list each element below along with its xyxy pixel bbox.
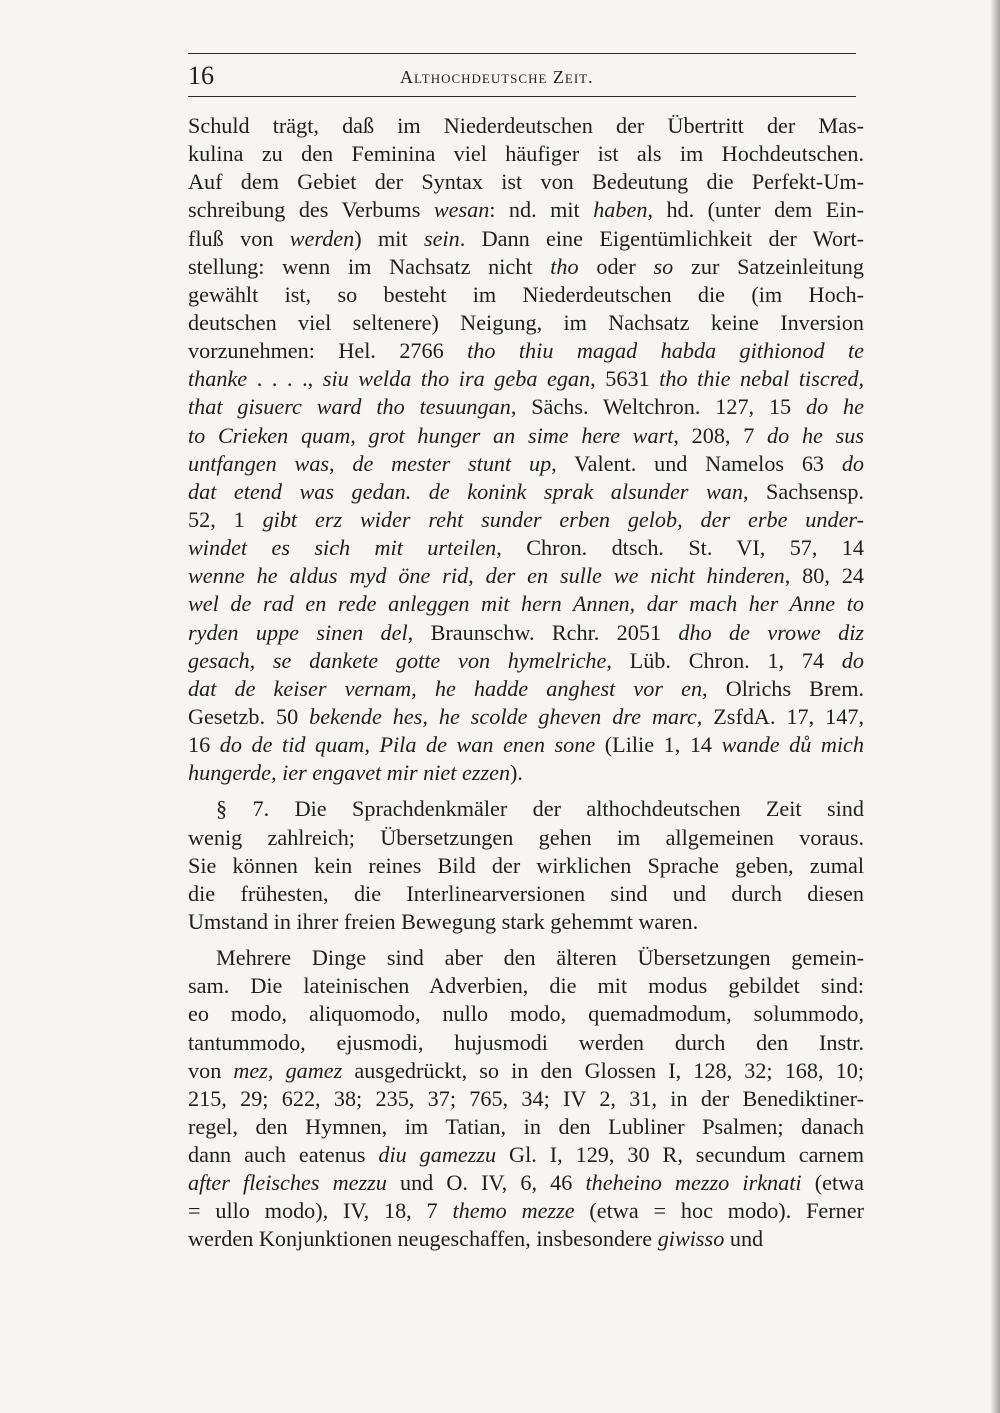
text-line: untfangen was, de mester stunt up, Valent. und Namelos 63 do xyxy=(188,450,864,476)
paragraph-gap xyxy=(188,787,864,795)
text-line: Umstand in ihrer freien Bewegung stark gehemmt waren. xyxy=(188,908,699,934)
text-line: wenig zahlreich; Übersetzungen gehen im allgemeinen voraus. xyxy=(188,824,864,850)
text-line: Sie können kein reines Bild der wirklichen Sprache geben, zumal xyxy=(188,852,864,878)
text-line: regel, den Hymnen, im Tatian, in den Lubliner Psalmen; danach xyxy=(188,1113,864,1139)
text-line: sam. Die lateinischen Adverbien, die mit modus gebildet sind: xyxy=(188,973,864,999)
text-line: Mehrere Dinge sind aber den älteren Übersetzungen gemein- xyxy=(216,945,864,971)
running-title: Althochdeutsche Zeit. xyxy=(400,67,594,87)
text-line: fluß von werden) mit sein. Dann eine Eigentümlichkeit der Wort- xyxy=(188,225,864,251)
page-edge-shadow xyxy=(990,0,1000,1413)
text-line: von mez, gamez ausgedrückt, so in den Glossen I, 128, 32; 168, 10; xyxy=(188,1057,865,1083)
text-line: to Crieken quam, grot hunger an sime here wart, 208, 7 do he sus xyxy=(188,422,865,448)
text-line: thanke . . . ., siu welda tho ira geba egan, 5631 tho thie nebal tiscred, xyxy=(188,366,864,392)
text-line: gewählt ist, so besteht im Niederdeutschen die (im Hoch- xyxy=(188,281,864,307)
text-line: windet es sich mit urteilen, Chron. dtsch. St. VI, 57, 14 xyxy=(188,535,864,561)
text-line: after fleisches mezzu und O. IV, 6, 46 theheino mezzo irknati (etwa xyxy=(188,1170,864,1196)
text-line: 52, 1 gibt erz wider reht sunder erben gelob, der erbe under- xyxy=(188,506,864,532)
text-line: Schuld trägt, daß im Niederdeutschen der Übertritt der Mas- xyxy=(188,113,864,138)
text-line: wel de rad en rede anleggen mit hern Annen, dar mach her Anne to xyxy=(188,591,864,617)
paragraph-p1 xyxy=(188,112,864,787)
paragraph-p2 xyxy=(188,795,864,936)
text-line: deutschen viel seltenere) Neigung, im Nachsatz keine Inversion xyxy=(188,309,864,335)
text-line: dann auch eatenus diu gamezzu Gl. I, 129, 30 R, secundum carnem xyxy=(188,1142,865,1168)
text-line: = ullo modo), IV, 18, 7 themo mezze (etwa = hoc modo). Ferner xyxy=(188,1198,864,1224)
text-line: 16 do de tid quam, Pila de wan enen sone (Lilie 1, 14 wande dů mich xyxy=(188,732,864,758)
text-line: Gesetzb. 50 bekende hes, he scolde gheven dre marc, ZsfdA. 17, 147, xyxy=(188,703,864,729)
text-line: that gisuerc ward tho tesuungan, Sächs. Weltchron. 127, 15 do he xyxy=(188,394,864,420)
paragraph-p3 xyxy=(188,944,864,1254)
text-line: wenne he aldus myd öne rid, der en sulle we nicht hinderen, 80, 24 xyxy=(188,563,865,589)
text-line: hungerde, ier engavet mir niet ezzen). xyxy=(188,760,523,786)
header-rule-bottom xyxy=(188,96,856,97)
header-rule-top xyxy=(188,53,856,54)
text-line: § 7. Die Sprachdenkmäler der althochdeutschen Zeit sind xyxy=(216,796,864,822)
text-line: kulina zu den Feminina viel häufiger ist als im Hochdeutschen. xyxy=(188,141,864,167)
text-line: eo modo, aliquomodo, nullo modo, quemadmodum, solummodo, xyxy=(188,1001,864,1027)
text-line: stellung: wenn im Nachsatz nicht tho oder so zur Satzeinleitung xyxy=(188,253,864,279)
text-line: schreibung des Verbums wesan: nd. mit haben, hd. (unter dem Ein- xyxy=(188,197,864,223)
paragraph-gap xyxy=(188,936,864,944)
text-line: die frühesten, die Interlinearversionen sind und durch diesen xyxy=(188,880,864,906)
text-line: dat de keiser vernam, he hadde anghest vor en, Olrichs Brem. xyxy=(188,675,864,701)
text-line: werden Konjunktionen neugeschaffen, insbesondere giwisso und xyxy=(188,1226,764,1252)
text-line: dat etend was gedan. de konink sprak alsunder wan, Sachsensp. xyxy=(188,478,864,504)
page-number: 16 xyxy=(188,61,214,90)
text-line: Auf dem Gebiet der Syntax ist von Bedeutung die Perfekt-Um- xyxy=(188,169,864,195)
body-text xyxy=(188,112,864,1254)
text-line: tantummodo, ejusmodi, hujusmodi werden durch den Instr. xyxy=(188,1029,864,1055)
text-line: 215, 29; 622, 38; 235, 37; 765, 34; IV 2, 31, in der Benediktiner- xyxy=(188,1085,864,1111)
text-line: ryden uppe sinen del, Braunschw. Rchr. 2051 dho de vrowe diz xyxy=(188,619,864,645)
text-line: vorzunehmen: Hel. 2766 tho thiu magad habda githionod te xyxy=(188,338,864,364)
text-line: gesach, se dankete gotte von hymelriche, Lüb. Chron. 1, 74 do xyxy=(188,647,864,673)
